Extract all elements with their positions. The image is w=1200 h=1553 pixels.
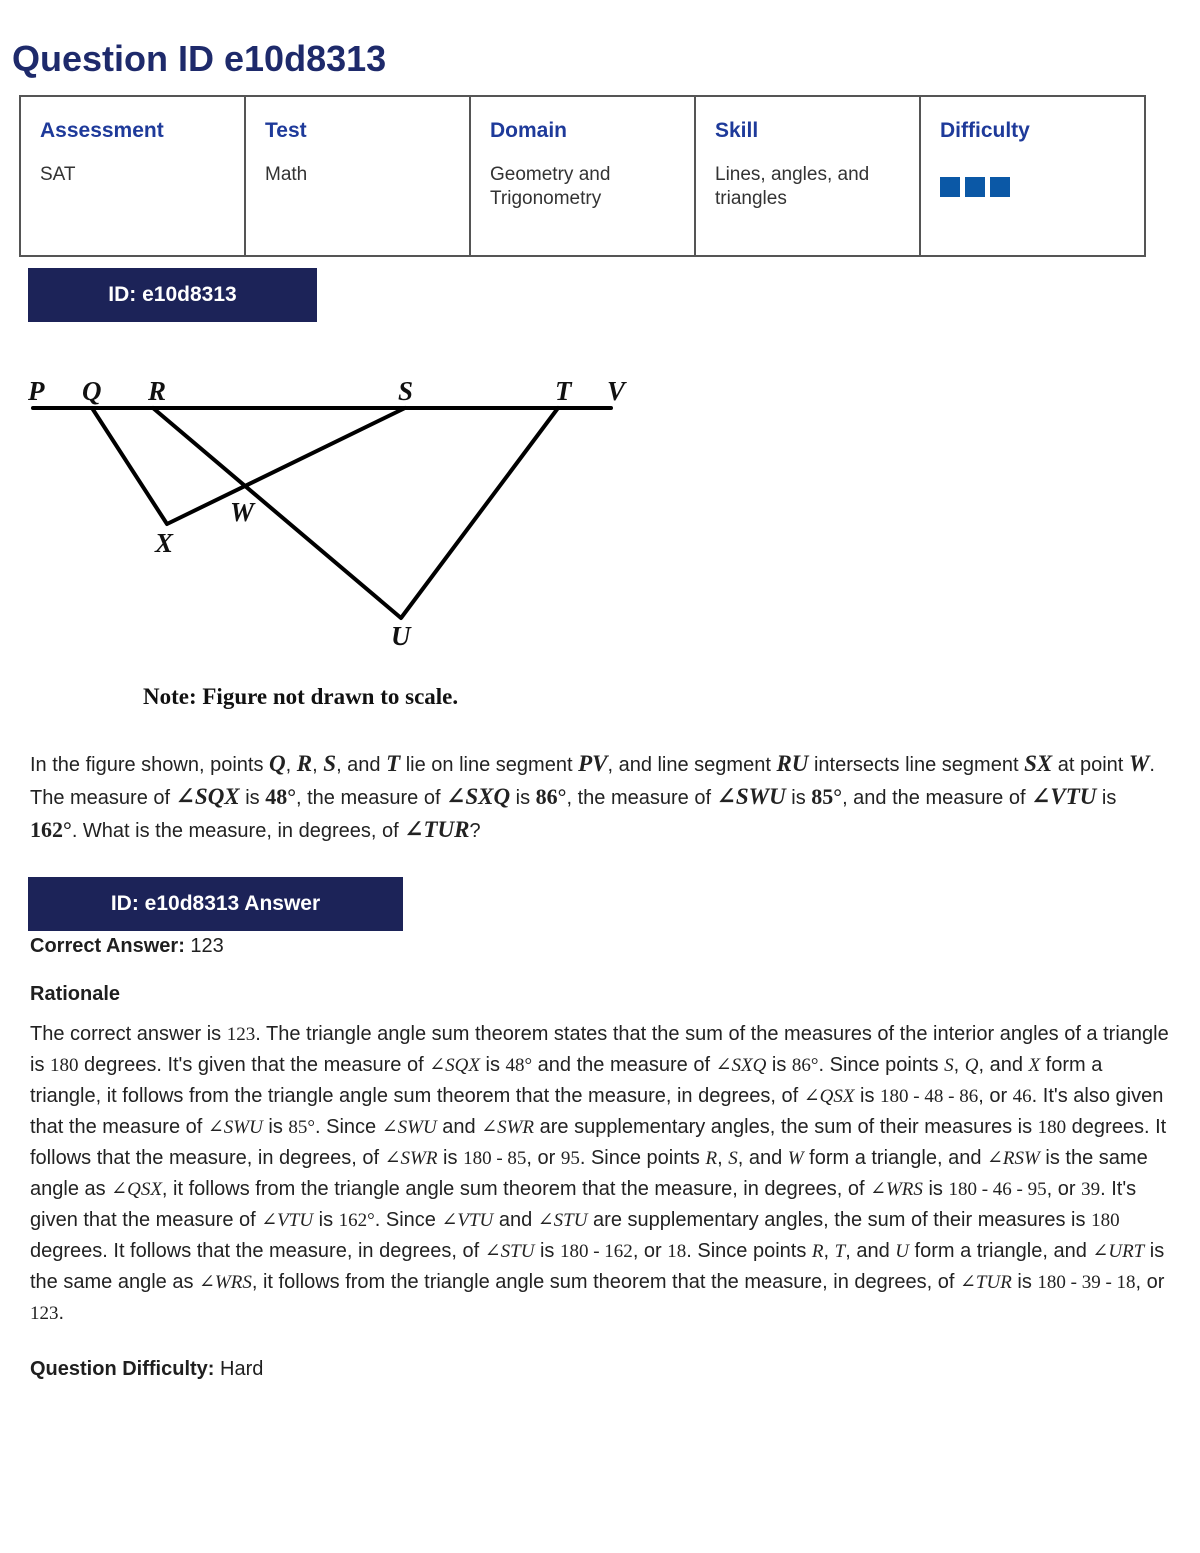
question-fragment: , <box>312 754 324 776</box>
rationale-fragment: is <box>262 1116 289 1138</box>
math-number: 39 <box>1081 1179 1101 1200</box>
label-x: X <box>155 528 174 558</box>
rationale-fragment: form a triangle, and <box>908 1240 1093 1262</box>
question-fragment: , the measure of <box>566 787 717 809</box>
rationale-fragment: , or <box>978 1085 1013 1107</box>
question-difficulty-label: Question Difficulty: <box>30 1358 215 1380</box>
label-p: P <box>28 376 45 406</box>
math-number: 180 - 162 <box>559 1241 633 1262</box>
rationale-fragment: is <box>1011 1271 1038 1293</box>
question-fragment: intersects line segment <box>808 754 1025 776</box>
rationale-fragment: , it follows from the triangle angle sum theorem that the measure, in degrees, of <box>251 1271 960 1293</box>
rationale-fragment: form a triangle, it follows from the triangle angle sum theorem that the measure, in degrees, of <box>30 1054 1103 1107</box>
question-fragment: is <box>239 787 266 809</box>
rationale-fragment: are supplementary angles, the sum of their measures is <box>587 1209 1092 1231</box>
meta-header: Domain <box>490 119 568 142</box>
question-fragment: In the figure shown, points <box>30 754 270 776</box>
math-number: 180 - 46 - 95 <box>948 1179 1047 1200</box>
math-value: 85° <box>811 784 843 809</box>
rationale-fragment: The correct answer is <box>30 1023 227 1045</box>
math-term: W <box>787 1148 804 1169</box>
math-angle: ∠VTU <box>1031 784 1097 809</box>
math-number: 162° <box>338 1210 375 1231</box>
rationale-fragment: , <box>823 1240 835 1262</box>
difficulty-bar <box>965 177 985 197</box>
math-number: 46 <box>1012 1086 1032 1107</box>
rationale-fragment: and the measure of <box>532 1054 716 1076</box>
question-fragment: , and line segment <box>607 754 777 776</box>
rationale-fragment: is <box>534 1240 560 1262</box>
math-term: ∠VTU <box>261 1210 314 1231</box>
question-fragment: at point <box>1052 754 1129 776</box>
math-value: 48° <box>265 784 297 809</box>
meta-cell-assessment <box>20 96 245 256</box>
question-fragment: , and the measure of <box>842 787 1032 809</box>
math-number: 180 - 85 <box>463 1148 527 1169</box>
meta-value: SAT <box>40 164 76 185</box>
math-number: 123 <box>30 1303 59 1324</box>
math-term: ∠SWR <box>384 1148 438 1169</box>
math-number: 86° <box>791 1055 819 1076</box>
meta-cell-domain <box>470 96 695 256</box>
question-difficulty-value: Hard <box>214 1358 264 1380</box>
rationale-fragment: , and <box>845 1240 896 1262</box>
math-number: 85° <box>288 1117 316 1138</box>
question-fragment: , and <box>336 754 387 776</box>
rationale-fragment: . Since <box>315 1116 382 1138</box>
math-point: Q <box>269 751 286 776</box>
math-segment: RU <box>776 751 809 776</box>
rationale-fragment: is the same angle as <box>30 1147 1148 1200</box>
question-fragment: lie on line segment <box>400 754 579 776</box>
rationale-fragment: is <box>479 1054 506 1076</box>
rationale-fragment: is <box>766 1054 792 1076</box>
meta-header: Assessment <box>40 119 164 142</box>
page-title: Question ID e10d8313 <box>12 38 387 79</box>
question-text <box>30 748 1160 847</box>
math-term: ∠SWR <box>481 1117 535 1138</box>
rationale-fragment: is <box>854 1085 881 1107</box>
rationale-fragment: . <box>58 1302 65 1324</box>
correct-answer <box>30 935 224 958</box>
meta-header: Test <box>265 119 307 142</box>
math-number: 180 - 48 - 86 <box>880 1086 979 1107</box>
rationale-fragment: is <box>437 1147 464 1169</box>
correct-answer-label: Correct Answer: <box>30 935 185 957</box>
rationale-fragment: , or <box>632 1240 668 1262</box>
math-point: S <box>323 751 337 776</box>
answer-id-banner: ID: e10d8313 Answer <box>28 877 403 931</box>
rationale-fragment: and <box>493 1209 538 1231</box>
difficulty-bar <box>990 177 1010 197</box>
label-w: W <box>230 497 255 527</box>
correct-answer-value: 123 <box>184 935 224 957</box>
math-term: ∠QSX <box>111 1179 162 1200</box>
rationale-fragment: , <box>953 1054 965 1076</box>
math-angle: ∠SWU <box>716 784 786 809</box>
question-fragment: , the measure of <box>296 787 447 809</box>
math-number: 123 <box>226 1024 256 1045</box>
math-term: ∠STU <box>537 1210 588 1231</box>
math-term: ∠RSW <box>987 1148 1040 1169</box>
math-term: ∠TUR <box>960 1272 1012 1293</box>
question-id-banner: ID: e10d8313 <box>28 268 317 322</box>
math-segment: SX <box>1024 751 1053 776</box>
math-term: ∠SXQ <box>715 1055 767 1076</box>
rationale-fragment: , or <box>1135 1271 1165 1293</box>
rationale-fragment: , <box>717 1147 729 1169</box>
rationale-fragment: , and <box>978 1054 1029 1076</box>
difficulty-bar <box>940 177 960 197</box>
math-point: W <box>1128 751 1150 776</box>
question-fragment: is <box>1096 787 1117 809</box>
question-fragment: ? <box>469 820 481 842</box>
rationale-fragment: form a triangle, and <box>803 1147 988 1169</box>
question-fragment: is <box>785 787 812 809</box>
rationale-fragment: . It's given that the measure of <box>30 1178 1137 1231</box>
rationale-fragment: . Since points <box>579 1147 706 1169</box>
rationale-fragment: , and <box>737 1147 788 1169</box>
label-r: R <box>148 376 167 406</box>
math-term: S <box>728 1148 738 1169</box>
math-angle: ∠SXQ <box>446 784 511 809</box>
label-s: S <box>398 376 414 406</box>
math-term: X <box>1028 1055 1041 1076</box>
rationale-fragment: is the same angle as <box>30 1240 1165 1293</box>
math-term: ∠SQX <box>429 1055 480 1076</box>
rationale-fragment: is <box>313 1209 339 1231</box>
math-term: T <box>834 1241 846 1262</box>
label-q: Q <box>82 376 102 406</box>
math-term: ∠STU <box>484 1241 535 1262</box>
question-fragment: is <box>510 787 536 809</box>
math-number: 48° <box>505 1055 533 1076</box>
math-term: ∠SWU <box>381 1117 437 1138</box>
math-number: 18 <box>667 1241 687 1262</box>
label-v: V <box>607 376 626 406</box>
rationale-fragment: are supplementary angles, the sum of their measures is <box>534 1116 1038 1138</box>
question-meta-table <box>19 95 1146 257</box>
rationale-fragment: , it follows from the triangle angle sum theorem that the measure, in degrees, of <box>161 1178 871 1200</box>
math-term: U <box>895 1241 909 1262</box>
math-point: T <box>386 751 401 776</box>
label-t: T <box>555 376 572 406</box>
rationale-text <box>30 1019 1170 1329</box>
math-term: S <box>944 1055 954 1076</box>
meta-cell-difficulty <box>920 96 1145 256</box>
math-term: Q <box>964 1055 979 1076</box>
math-number: 180 <box>1037 1117 1067 1138</box>
rationale-fragment: . Since points <box>686 1240 812 1262</box>
meta-cell-skill <box>695 96 920 256</box>
meta-value: Math <box>265 164 308 185</box>
rationale-fragment: . It's also given that the measure of <box>30 1085 1164 1138</box>
math-number: 180 <box>1091 1210 1120 1231</box>
math-number: 95 <box>560 1148 580 1169</box>
geometry-figure <box>0 360 700 660</box>
meta-header: Skill <box>715 119 759 142</box>
rationale-heading: Rationale <box>30 983 121 1005</box>
rationale-fragment: and <box>436 1116 482 1138</box>
math-number: 180 - 39 - 18 <box>1037 1272 1136 1293</box>
rationale-fragment: . Since points <box>818 1054 945 1076</box>
math-point: R <box>296 751 313 776</box>
rationale-fragment: , or <box>526 1147 561 1169</box>
math-number: 180 <box>50 1055 79 1076</box>
meta-value: Geometry and Trigonometry <box>490 164 611 209</box>
rationale-fragment: degrees. It's given that the measure of <box>78 1054 430 1076</box>
rationale-fragment: . Since <box>374 1209 442 1231</box>
meta-header: Difficulty <box>940 119 1030 142</box>
rationale-fragment: is <box>922 1178 949 1200</box>
rationale-fragment: , or <box>1046 1178 1082 1200</box>
math-term: R <box>705 1148 718 1169</box>
figure-note: Note: Figure not drawn to scale. <box>143 684 459 709</box>
math-segment: PV <box>578 751 608 776</box>
math-angle: ∠TUR <box>404 817 470 842</box>
rationale-fragment: . The triangle angle sum theorem states that the sum of the measures of the interior angles of a triangle is <box>30 1023 1169 1076</box>
math-term: ∠WRS <box>870 1179 923 1200</box>
question-difficulty <box>30 1358 263 1381</box>
difficulty-bars <box>940 177 1126 197</box>
math-value: 86° <box>535 784 567 809</box>
math-term: ∠SWU <box>207 1117 263 1138</box>
math-value: 162° <box>30 817 72 842</box>
math-angle: ∠SQX <box>175 784 240 809</box>
meta-cell-test <box>245 96 470 256</box>
path-rut <box>153 408 558 618</box>
rationale-fragment: degrees. It follows that the measure, in degrees, of <box>30 1240 485 1262</box>
meta-value: Lines, angles, and triangles <box>715 164 870 209</box>
label-u: U <box>391 621 411 651</box>
question-fragment: , <box>285 754 297 776</box>
math-term: R <box>811 1241 824 1262</box>
math-term: ∠QSX <box>803 1086 855 1107</box>
question-fragment: . The measure of <box>30 754 1155 809</box>
math-term: ∠WRS <box>199 1272 252 1293</box>
rationale-fragment: degrees. It follows that the measure, in degrees, of <box>30 1116 1167 1169</box>
question-fragment: . What is the measure, in degrees, of <box>71 820 405 842</box>
math-term: ∠URT <box>1092 1241 1145 1262</box>
math-term: ∠VTU <box>441 1210 494 1231</box>
